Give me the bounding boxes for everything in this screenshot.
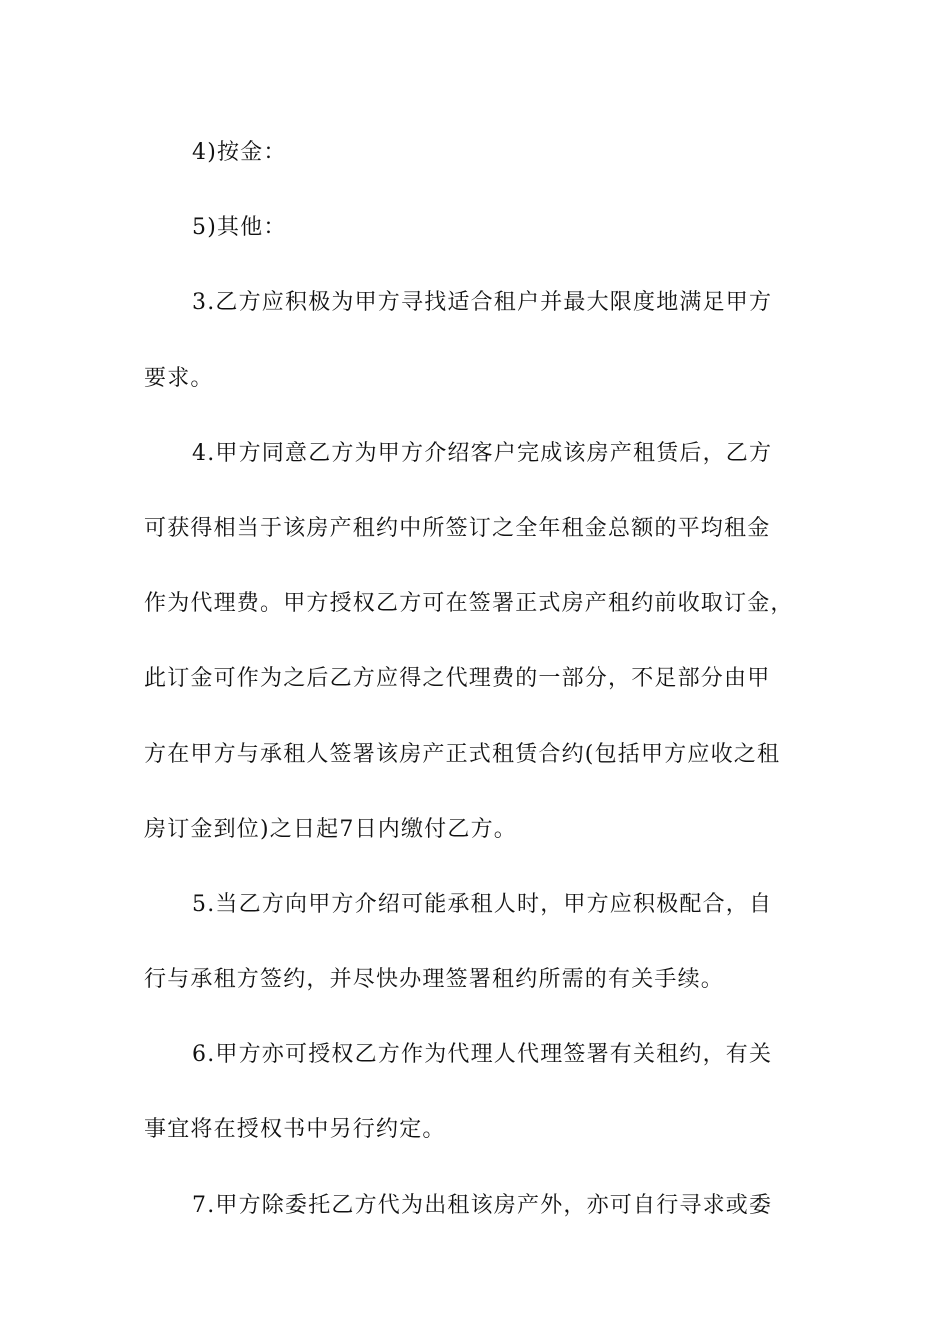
clause-7-line-1: 7.甲方除委托乙方代为出租该房产外，亦可自行寻求或委 <box>192 1192 773 1218</box>
clause-4-line-4: 此订金可作为之后乙方应得之代理费的一部分，不足部分由甲 <box>144 666 771 692</box>
clause-5-line-2: 行与承租方签约，并尽快办理签署租约所需的有关手续。 <box>144 967 725 993</box>
line-deposit: 4)按金： <box>192 140 287 165</box>
clause-4-line-5: 方在甲方与承租人签署该房产正式租赁合约(包括甲方应收之租 <box>144 741 781 767</box>
clause-4-line-6: 房订金到位)之日起7日内缴付乙方。 <box>144 816 517 842</box>
clause-6-line-1: 6.甲方亦可授权乙方作为代理人代理签署有关租约，有关 <box>192 1042 773 1068</box>
clause-3-line-2: 要求。 <box>144 365 214 391</box>
document-body <box>144 131 814 1259</box>
clause-4-line-1: 4.甲方同意乙方为甲方介绍客户完成该房产租赁后，乙方 <box>192 440 773 466</box>
clause-4-line-2: 可获得相当于该房产租约中所签订之全年租金总额的平均租金 <box>144 515 771 541</box>
clause-6-line-2: 事宜将在授权书中另行约定。 <box>144 1117 446 1143</box>
clause-4-line-3: 作为代理费。甲方授权乙方可在签署正式房产租约前收取订金， <box>144 591 794 617</box>
line-other: 5)其他： <box>192 215 287 241</box>
clause-3-line-1: 3.乙方应积极为甲方寻找适合租户并最大限度地满足甲方 <box>192 290 773 316</box>
clause-5-line-1: 5.当乙方向甲方介绍可能承租人时，甲方应积极配合，自 <box>192 891 773 917</box>
